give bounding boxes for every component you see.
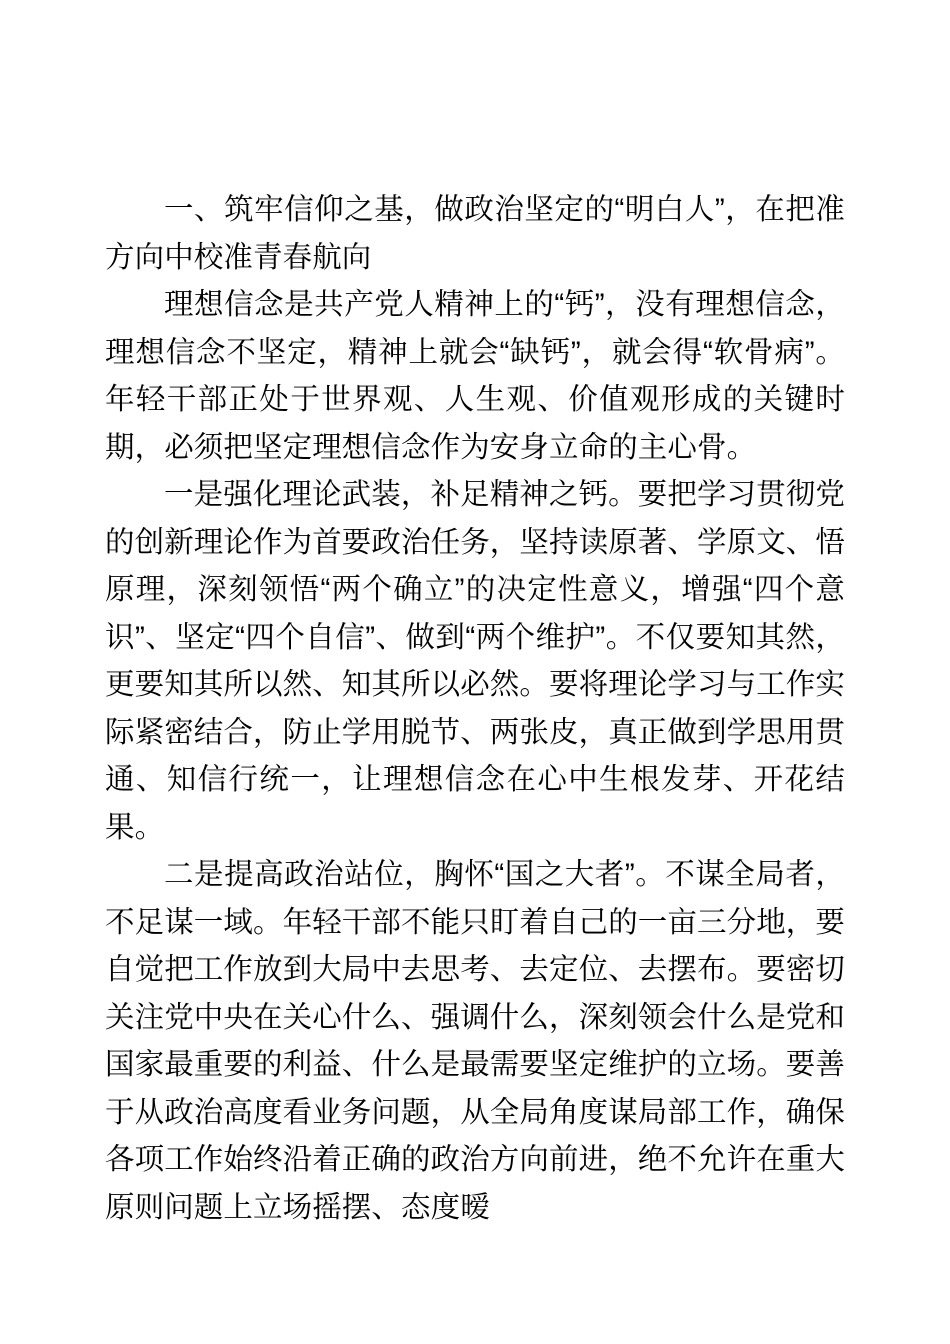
paragraph-point-two: 二是提高政治站位，胸怀“国之大者”。不谋全局者，不足谋一域。年轻干部不能只盯着自己的一亩三分地，要自觉把工作放到大局中去思考、去定位、去摆布。要密切关注党中央在关心什么、强调什么，深刻领会什么是党和国家最重要的利益、什么是最需要坚定维护的立场。要善于从政治高度看业务问题，从全局角度谋局部工作，确保各项工作始终沿着正确的政治方向前进，绝不允许在重大原则问题上立场摇摆、态度暧 [105, 858, 845, 1224]
section-heading-one: 一、筑牢信仰之基，做政治坚定的“明白人”，在把准方向中校准青春航向 [105, 193, 845, 274]
paragraph-point-one: 一是强化理论武装，补足精神之钙。要把学习贯彻党的创新理论作为首要政治任务，坚持读原著、学原文、悟原理，深刻领悟“两个确立”的决定性意义，增强“四个意识”、坚定“四个自信”、做到“两个维护”。不仅要知其然，更要知其所以然、知其所以必然。要将理论学习与工作实际紧密结合，防止学用脱节、两张皮，真正做到学思用贯通、知信行统一，让理想信念在心中生根发芽、开花结果。 [105, 478, 846, 844]
document-text-column [105, 186, 845, 1231]
paragraph-ideals-calcium: 理想信念是共产党人精神上的“钙”，没有理想信念，理想信念不坚定，精神上就会“缺钙”，就会得“软骨病”。年轻干部正处于世界观、人生观、价值观形成的关键时期，必须把坚定理想信念作为安身立命的主心骨。 [105, 288, 845, 464]
